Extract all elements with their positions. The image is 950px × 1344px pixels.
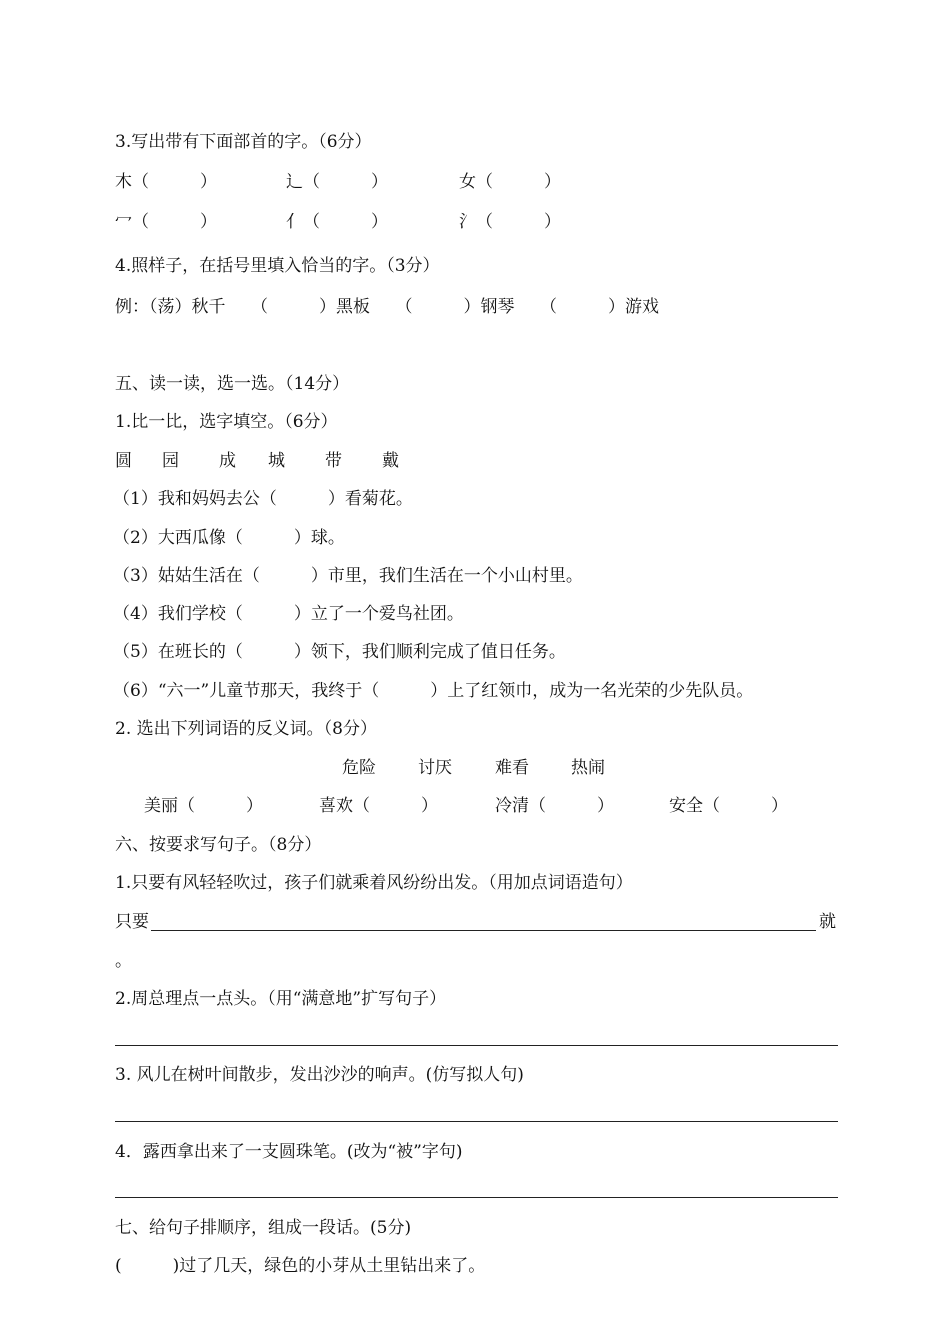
q1-start-word: 只要 xyxy=(115,912,149,932)
section6-q3: 3. 风儿在树叶间散步，发出沙沙的响声。(仿写拟人句) xyxy=(115,1065,524,1085)
char-option: 戴 xyxy=(382,451,399,471)
fill-item: （4）我们学校（ ）立了一个爱鸟社团。 xyxy=(113,604,464,624)
char-option: 圆 xyxy=(115,451,132,471)
answer-line[interactable] xyxy=(151,930,816,931)
q1-end-mark: 。 xyxy=(115,951,132,971)
radical-ren: 亻（ ） xyxy=(286,212,388,232)
antonym-word: 难看 xyxy=(495,758,529,778)
antonym-pair: 美丽（ ） xyxy=(144,796,263,816)
section6-q1: 1.只要有风轻轻吹过，孩子们就乘着风纷纷出发。（用加点词语造句） xyxy=(115,873,633,893)
section7-title: 七、给句子排顺序，组成一段话。(5分) xyxy=(115,1218,412,1238)
fill-item: （6）“六一”儿童节那天，我终于（ ）上了红领巾，成为一名光荣的少先队员。 xyxy=(113,681,754,701)
q4-example: 例：（荡）秋千 （ ）黑板 （ ）钢琴 （ ）游戏 xyxy=(115,297,659,317)
fill-item: （1）我和妈妈去公（ ）看菊花。 xyxy=(113,489,413,509)
q3-title: 3.写出带有下面部首的字。（6分） xyxy=(115,132,372,152)
q1-mid-word: 就 xyxy=(819,912,836,932)
antonym-word: 讨厌 xyxy=(418,758,452,778)
char-option: 园 xyxy=(162,451,179,471)
radical-nv: 女（ ） xyxy=(459,172,561,192)
section6-title: 六、按要求写句子。（8分） xyxy=(115,835,322,855)
radical-chuo: 辶（ ） xyxy=(286,172,388,192)
answer-line[interactable] xyxy=(115,1045,838,1046)
char-option: 成 xyxy=(219,451,236,471)
radical-shui: 氵（ ） xyxy=(459,212,561,232)
radical-mi: 冖（ ） xyxy=(115,212,217,232)
answer-line[interactable] xyxy=(115,1121,838,1122)
fill-item: （5）在班长的（ ）领下，我们顺利完成了值日任务。 xyxy=(113,642,566,662)
antonym-word: 热闹 xyxy=(571,758,605,778)
antonym-word: 危险 xyxy=(342,758,376,778)
char-option: 带 xyxy=(325,451,342,471)
fill-item: （2）大西瓜像（ ）球。 xyxy=(113,528,345,548)
order-item: ( )过了几天，绿色的小芽从土里钻出来了。 xyxy=(115,1256,486,1276)
antonym-pair: 冷清（ ） xyxy=(495,796,614,816)
answer-line[interactable] xyxy=(115,1197,838,1198)
section5-q2-title: 2. 选出下列词语的反义词。（8分） xyxy=(115,719,377,739)
section6-q4: 4．露西拿出来了一支圆珠笔。(改为“被”字句) xyxy=(115,1142,463,1162)
section5-title: 五、读一读，选一选。（14分） xyxy=(115,374,350,394)
char-option: 城 xyxy=(268,451,285,471)
fill-item: （3）姑姑生活在（ ）市里，我们生活在一个小山村里。 xyxy=(113,566,583,586)
q4-title: 4.照样子，在括号里填入恰当的字。（3分） xyxy=(115,256,440,276)
section6-q2: 2.周总理点一点头。（用“满意地”扩写句子） xyxy=(115,989,447,1009)
section5-q1-title: 1.比一比，选字填空。（6分） xyxy=(115,412,338,432)
radical-mu: 木（ ） xyxy=(115,172,217,192)
antonym-pair: 安全（ ） xyxy=(669,796,788,816)
antonym-pair: 喜欢（ ） xyxy=(319,796,438,816)
